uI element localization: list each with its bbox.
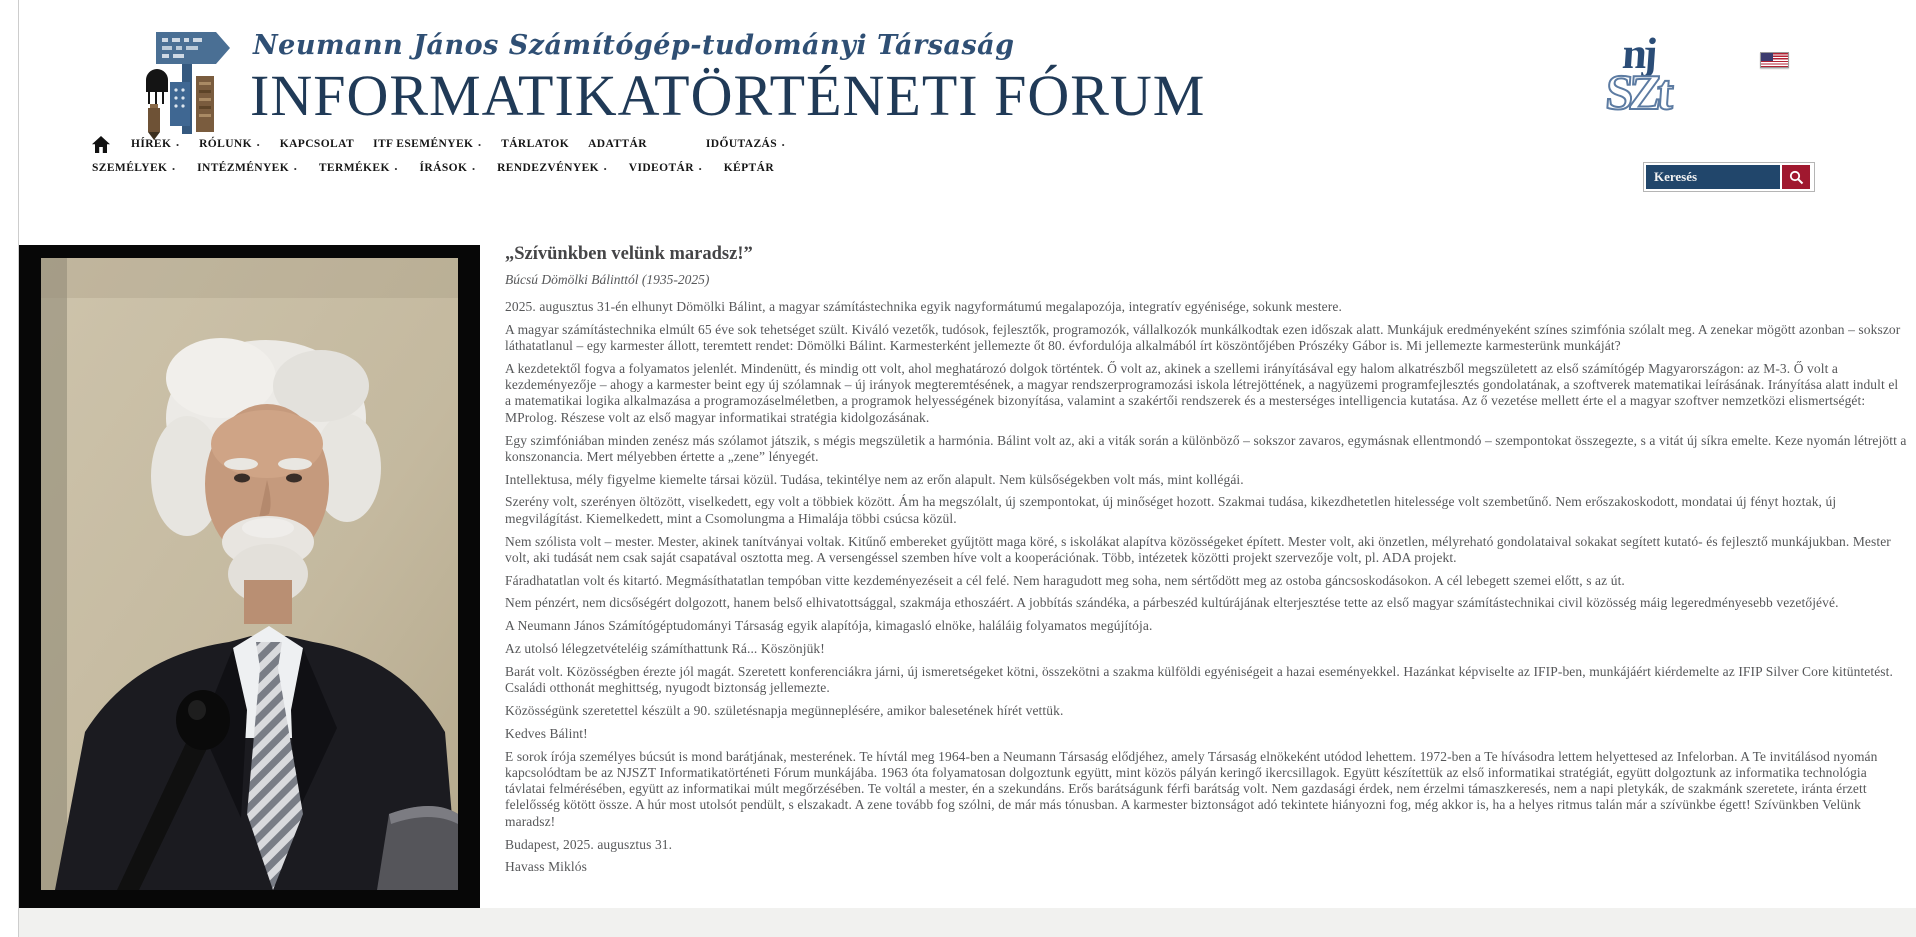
nav-label: TERMÉKEK	[318, 162, 390, 174]
portrait-photo-illustration	[41, 258, 458, 890]
article-paragraph: Szerény volt, szerényen öltözött, viselkedett, egy volt a többiek között. Ám ha megszólalt, új szempontokat, új minőséget hozott. Szakmai tudása, kikezdhetetlen hitelessége volt szembetűnő. Nem erőszakoskodott, mondatai új fényt hoztak, új megvilágítást. Kiemelkedett, mint a Csomolungma a Himalája többi csúcsa közül.	[505, 494, 1837, 526]
nav-item-rendezvenyek[interactable]	[497, 162, 608, 175]
article-subtitle: Búcsú Dömölki Bálinttól (1935-2025)	[505, 272, 710, 287]
main-nav-row2	[92, 158, 774, 178]
nav-item-kapcsolat[interactable]	[280, 138, 354, 150]
article-paragraph: Nem pénzért, nem dicsőségért dolgozott, hanem belső elhivatottsággal, szakmája ethoszáért. A jobbítás szándéka, a párbeszéd kultúrájának elterjesztése tette az első magyar számítástechnikai civil közösség máig legeredményesebb vezetőjévé.	[505, 595, 1839, 611]
us-flag-canton	[1761, 53, 1773, 61]
nav-label: TÁRLATOK	[501, 138, 570, 150]
nav-label: ITF ESEMÉNYEK	[373, 138, 474, 150]
nav-item-keptar[interactable]	[724, 162, 774, 174]
main-nav-row1	[92, 134, 786, 154]
nav-label: ÍRÁSOK	[419, 162, 468, 174]
nav-label: ADATTÁR	[588, 138, 647, 150]
article-title: „Szívünkben velünk maradsz!”	[505, 244, 753, 264]
dropdown-marker-icon: ·	[393, 160, 399, 176]
njszt-logo[interactable]	[1602, 29, 1720, 146]
search-bar	[1643, 162, 1815, 192]
article-paragraph: Egy szimfóniában minden zenész más szólamot játszik, s mégis megszületik a harmónia. Bálint volt az, aki a viták során a különböző – sokszor zavaros, egymásnak ellentmondó – szempontokat összegezte, s a vitát új síkra emelte. Keze nyomán létrejött a konszonancia. Mert mélyebben értette a „zene” lényegét.	[505, 432, 1907, 464]
dropdown-marker-icon: ·	[697, 160, 703, 176]
article-paragraph: Intellektusa, mély figyelme kiemelte társai közül. Tudása, tekintélye nem az erőn alapult. Nem külsőségekben volt más, mint kollégái.	[505, 471, 1244, 487]
article-paragraph: 2025. augusztus 31-én elhunyt Dömölki Bálint, a magyar számítástechnika egyik nagyformátumú megalapozója, integratív egyénisége, sokunk mestere.	[505, 299, 1342, 314]
article-paragraph: Kedves Bálint!	[505, 725, 588, 741]
dropdown-marker-icon: ·	[471, 160, 477, 176]
us-flag-icon[interactable]	[1760, 52, 1789, 68]
njszt-logo-bottom-letters: SZt	[1603, 63, 1671, 120]
article-paragraph: A Neumann János Számítógéptudományi Társaság egyik alapítója, kimagasló elnöke, haláláig folyamatos megújítója.	[505, 618, 1153, 634]
home-icon	[92, 136, 110, 153]
article-paragraph: Közösségünk szeretettel készült a 90. születésnapja megünneplésére, amikor balesetének hírét vettük.	[505, 702, 1064, 718]
nav-label: KÉPTÁR	[723, 162, 775, 174]
article-paragraph: Nem szólista volt – mester. Mester, akinek tanítványai voltak. Kitűnő embereket gyűjtött maga köré, s iskolákat alapítva közösségeket épített. Mester volt, aki önzetlen, mélyreható gondolataival sokakat segített kutató- és fejlesztő munkájukban. Mester volt, aki tudását nem csak saját csapatával osztotta meg. A versengéssel szemben híve volt a kooperációnak. Több, intézetek közötti projekt szervezője volt, pl. ADA projekt.	[505, 533, 1891, 565]
article-paragraph: Fáradhatatlan volt és kitartó. Megmásíthatatlan tempóban vitte kezdeményezéseit a cél felé. Nem haragudott meg soha, nem sértődött meg az ostoba gáncsoskodásokon. A cél lebegett szemei előtt, s az út.	[505, 572, 1625, 588]
dropdown-marker-icon: ·	[477, 136, 483, 152]
nav-item-hirek[interactable]	[131, 138, 180, 151]
article-paragraph: A kezdetektől fogva a folyamatos jelenlét. Mindenütt, és mindig ott volt, ahol meghatározó dolgok történtek. Ő volt az, akinek a szellemi irányításával egy halom alkatrészből megszületett az első számítógép Magyarországon: az M-3. Ő volt a kezdeményezője – ahogy a karmester beint egy új szólamnak – új irányok megteremtésének, a magyar rendszerprogramozási iskola létrejöttének, a nagyüzemi programfejlesztés gondolatának, a szoftverek matematikai leírásának. Irányítása alatt indult el a matematikai logika alkalmazása a programozáselméletben, a programok helyességének bizonyítása, valamint a szakértői rendszerek és a mesterséges intelligencia kutatása. Az ő vezetése mellett érte el a magyar szoftver nemzetközi elismertségét: MProlog. Részese volt az első magyar informatikai stratégia kidolgozásának.	[505, 360, 1899, 425]
nav-item-rolunk[interactable]	[199, 138, 261, 151]
nav-label: INTÉZMÉNYEK	[197, 162, 290, 174]
njszt-logo-top-letters: nj	[1620, 29, 1656, 78]
nav-item-irasok[interactable]	[420, 162, 477, 175]
nav-label: HÍREK	[131, 138, 172, 150]
article-paragraph: Barát volt. Közösségben érezte jól magát. Szeretett konferenciákra járni, új ismeretségeket kötni, összekötni a szakma külföldi egyéniségeit a hazai eseményekkel. Hazánkat képviselte az IFIP-ben, munkájáért kiérdemelte az IFIP Silver Core kitüntetést. Családi otthonát meghittség, nyugodt biztonság jellemezte.	[505, 663, 1893, 696]
nav-home[interactable]	[92, 136, 110, 153]
nav-label: RENDEZVÉNYEK	[497, 162, 600, 174]
nav-item-idoutazas[interactable]	[706, 138, 786, 151]
nav-item-adattar[interactable]	[588, 138, 647, 150]
article-paragraph: A magyar számítástechnika elmúlt 65 éve sok tehetséget szült. Kiváló vezetők, tudósok, fejlesztők, programozók, vállalkozók munkálkodtak ezen időszak alatt. Munkájuk eredményeként színes szimfónia szólalt meg. A zenekar mögött azonban – sokszor láthatatlanul – egy karmester állott, teremtett rendet: Dömölki Bálint. Karmesterként jellemezte őt 80. évfordulója alkalmából írt köszöntőjében Prószéky Gábor is. Mi jellemezte karmesterünk munkáját?	[505, 321, 1901, 354]
search-input[interactable]	[1646, 165, 1780, 189]
site-title: INFORMATIKATÖRTÉNETI FÓRUM	[250, 63, 1206, 128]
nav-item-termekek[interactable]	[319, 162, 399, 175]
dropdown-marker-icon: ·	[293, 160, 298, 176]
nav-label: KAPCSOLAT	[279, 138, 355, 150]
article-paragraph: E sorok írója személyes búcsút is mond barátjának, mesterének. Te hívtál meg 1964-ben a Neumann Társaság elődjéhez, amely Társaság elnökeként utódod lehettem. 1972-ben a Te hívásodra lettem helyettesed az Infelorban. A Te invitálásod nyomán kapcsolódtam be az NJSZT Informatikatörténeti Fórum munkájába. 1963 óta folyamatosan dolgoztunk együtt, mint közös pályán keringő ikercsillagok. Együtt készítettük az első informatikai stratégiát, együtt dolgoztunk az informatika technológia távlatai felmérésében, együtt az informatikai múlt megőrzésében. Te voltál a mester, én a szekundáns. Erős barátságunk férfi barátság volt. Nem gazdasági érdek, nem érzelmi támaszkeresés, nem a napi pletykák, de szakmánk szeretete, iránta érzett felelősség kötött össze. A húr most utolsót pendült, s elszakadt. A zene tovább fog szólni, de már más tónusban. A karmester biztonságot adó tekintete hiányozni fog, még akkor is, ha a helyes ritmus talán már a szívünkbe égett! Szívünkben Velünk maradsz!	[505, 748, 1878, 829]
dropdown-marker-icon: ·	[255, 136, 261, 152]
nav-label: VIDEOTÁR	[628, 162, 694, 174]
portrait-photo-frame	[19, 245, 480, 915]
nav-label: IDŐUTAZÁS	[705, 138, 778, 150]
nav-item-szemelyek[interactable]	[92, 162, 176, 175]
article-closing-date: Budapest, 2025. augusztus 31.	[505, 836, 673, 852]
article-signature: Havass Miklós	[505, 859, 587, 875]
society-name: Neumann János Számítógép-tudományi Társaság	[253, 30, 1015, 61]
dropdown-marker-icon: ·	[781, 136, 786, 152]
nav-item-tarlatok[interactable]	[501, 138, 569, 150]
footer-strip	[19, 908, 1916, 937]
article-paragraph: Az utolsó lélegzetvételéig számíthattunk Rá... Köszönjük!	[505, 641, 825, 657]
article	[505, 244, 1907, 882]
itf-monogram-icon	[136, 24, 236, 140]
nav-item-videotar[interactable]	[629, 162, 703, 175]
dropdown-marker-icon: ·	[603, 160, 608, 176]
itf-logo[interactable]	[136, 24, 236, 140]
dropdown-marker-icon: ·	[171, 160, 177, 176]
search-button[interactable]	[1782, 165, 1810, 189]
magnifier-icon	[1789, 170, 1804, 185]
nav-label: SZEMÉLYEK	[92, 162, 168, 174]
nav-label: RÓLUNK	[199, 138, 252, 150]
portrait-photo	[41, 258, 458, 890]
dropdown-marker-icon: ·	[175, 136, 181, 152]
nav-item-itf-esemenyek[interactable]	[373, 138, 482, 151]
nav-item-intezmenyek[interactable]	[197, 162, 298, 175]
